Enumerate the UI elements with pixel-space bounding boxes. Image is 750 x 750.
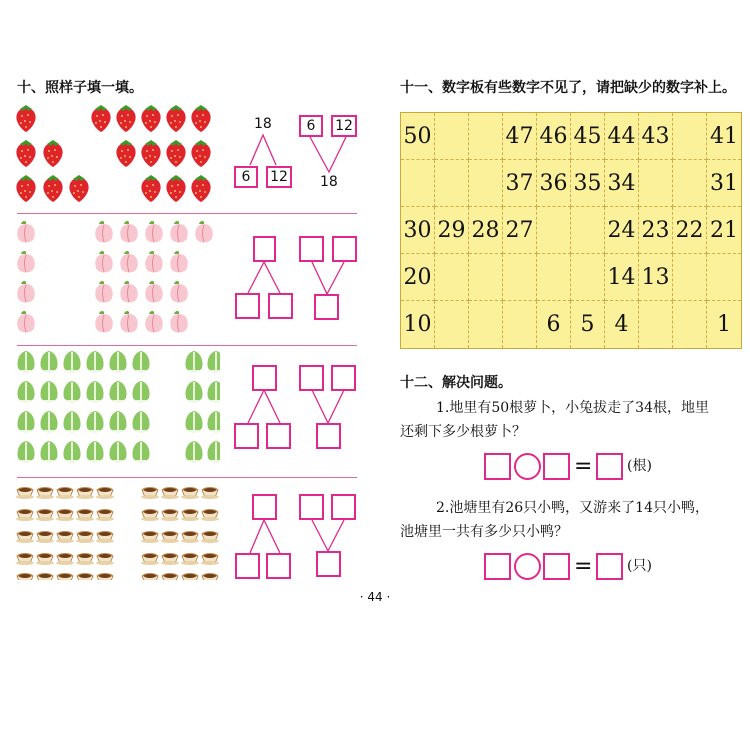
grid-cell: 37: [503, 160, 537, 207]
answer-box[interactable]: [253, 236, 276, 262]
example-top-number: 18: [254, 116, 272, 132]
grid-blank-cell[interactable]: [673, 113, 707, 160]
grid-blank-cell[interactable]: [707, 254, 741, 301]
grid-blank-cell[interactable]: [435, 254, 469, 301]
grid-blank-cell[interactable]: [571, 207, 605, 254]
operator-circle[interactable]: [514, 453, 541, 480]
grid-cell: 13: [639, 254, 673, 301]
page-number: · 44 ·: [359, 590, 391, 604]
section10-title: 十、照样子填一填。: [17, 80, 143, 96]
grid-cell: 10: [401, 301, 435, 348]
grid-cell: 46: [537, 113, 571, 160]
grid-cell: 21: [707, 207, 741, 254]
grid-blank-cell[interactable]: [401, 160, 435, 207]
answer-box[interactable]: [316, 551, 341, 577]
grid-blank-cell[interactable]: [571, 254, 605, 301]
answer-box[interactable]: [299, 494, 324, 520]
grid-cell: 14: [605, 254, 639, 301]
grid-blank-cell[interactable]: [469, 254, 503, 301]
grid-cell: 6: [537, 301, 571, 348]
grid-blank-cell[interactable]: [639, 160, 673, 207]
answer-box[interactable]: [331, 365, 356, 391]
grid-cell: 41: [707, 113, 741, 160]
grid-cell: 4: [605, 301, 639, 348]
grid-blank-cell[interactable]: [673, 301, 707, 348]
equals-sign: =: [574, 554, 593, 579]
answer-box[interactable]: [234, 423, 259, 449]
answer-box[interactable]: [316, 423, 341, 449]
example-bottom-number: 18: [320, 174, 338, 190]
example-top-right-box: 12: [331, 115, 357, 137]
answer-box[interactable]: [252, 365, 277, 391]
grid-cell: 30: [401, 207, 435, 254]
grid-blank-cell[interactable]: [435, 160, 469, 207]
grid-blank-cell[interactable]: [469, 301, 503, 348]
grid-blank-cell[interactable]: [469, 160, 503, 207]
grid-blank-cell[interactable]: [435, 113, 469, 160]
grid-cell: 44: [605, 113, 639, 160]
grid-cell: 27: [503, 207, 537, 254]
answer-box[interactable]: [484, 553, 511, 580]
answer-box[interactable]: [484, 453, 511, 480]
grid-blank-cell[interactable]: [537, 254, 571, 301]
answer-box[interactable]: [596, 453, 623, 480]
answer-box[interactable]: [543, 553, 570, 580]
grid-cell: 47: [503, 113, 537, 160]
grid-blank-cell[interactable]: [435, 301, 469, 348]
question2-line2: 池塘里一共有多少只小鸭？: [400, 524, 568, 540]
example-left-box: 6: [234, 166, 258, 188]
question2-line1: 2.池塘里有26只小鸭，又游来了14只小鸭，: [436, 500, 709, 516]
answer-box[interactable]: [596, 553, 623, 580]
answer-box[interactable]: [235, 293, 260, 319]
grid-blank-cell[interactable]: [503, 301, 537, 348]
grid-blank-cell[interactable]: [469, 113, 503, 160]
answer-box[interactable]: [332, 236, 357, 262]
grid-blank-cell[interactable]: [639, 301, 673, 348]
grid-cell: 24: [605, 207, 639, 254]
grid-cell: 50: [401, 113, 435, 160]
answer-box[interactable]: [314, 294, 339, 320]
grid-blank-cell[interactable]: [673, 254, 707, 301]
unit-label: (只): [627, 558, 652, 574]
answer-box[interactable]: [331, 494, 356, 520]
grid-cell: 36: [537, 160, 571, 207]
answer-box[interactable]: [252, 494, 277, 520]
answer-box[interactable]: [235, 553, 260, 579]
grid-cell: 20: [401, 254, 435, 301]
question1-line2: 还剩下多少根萝卜？: [400, 424, 526, 440]
grid-cell: 31: [707, 160, 741, 207]
example-top-left-box: 6: [299, 115, 323, 137]
answer-box[interactable]: [266, 553, 291, 579]
question1-line1: 1.地里有50根萝卜，小兔拔走了34根，地里: [436, 400, 709, 416]
grid-cell: 43: [639, 113, 673, 160]
grid-cell: 35: [571, 160, 605, 207]
grid-cell: 23: [639, 207, 673, 254]
grid-cell: 29: [435, 207, 469, 254]
section12-title: 十二、解决问题。: [400, 375, 512, 391]
number-board: [400, 112, 742, 349]
grid-cell: 34: [605, 160, 639, 207]
grid-cell: 1: [717, 312, 731, 337]
answer-box[interactable]: [543, 453, 570, 480]
grid-cell: 28: [469, 207, 503, 254]
operator-circle[interactable]: [514, 553, 541, 580]
unit-label: (根): [627, 458, 652, 474]
example-right-box: 12: [266, 166, 292, 188]
answer-box[interactable]: [268, 293, 293, 319]
grid-cell: 22: [673, 207, 707, 254]
grid-blank-cell[interactable]: [503, 254, 537, 301]
section11-title: 十一、数字板有些数字不见了，请把缺少的数字补上。: [400, 80, 736, 96]
answer-box[interactable]: [266, 423, 291, 449]
equals-sign: =: [574, 454, 593, 479]
answer-box[interactable]: [299, 365, 324, 391]
grid-blank-cell[interactable]: [673, 160, 707, 207]
grid-cell: 5: [571, 301, 605, 348]
answer-box[interactable]: [299, 236, 324, 262]
grid-blank-cell[interactable]: [537, 207, 571, 254]
grid-cell: 45: [571, 113, 605, 160]
